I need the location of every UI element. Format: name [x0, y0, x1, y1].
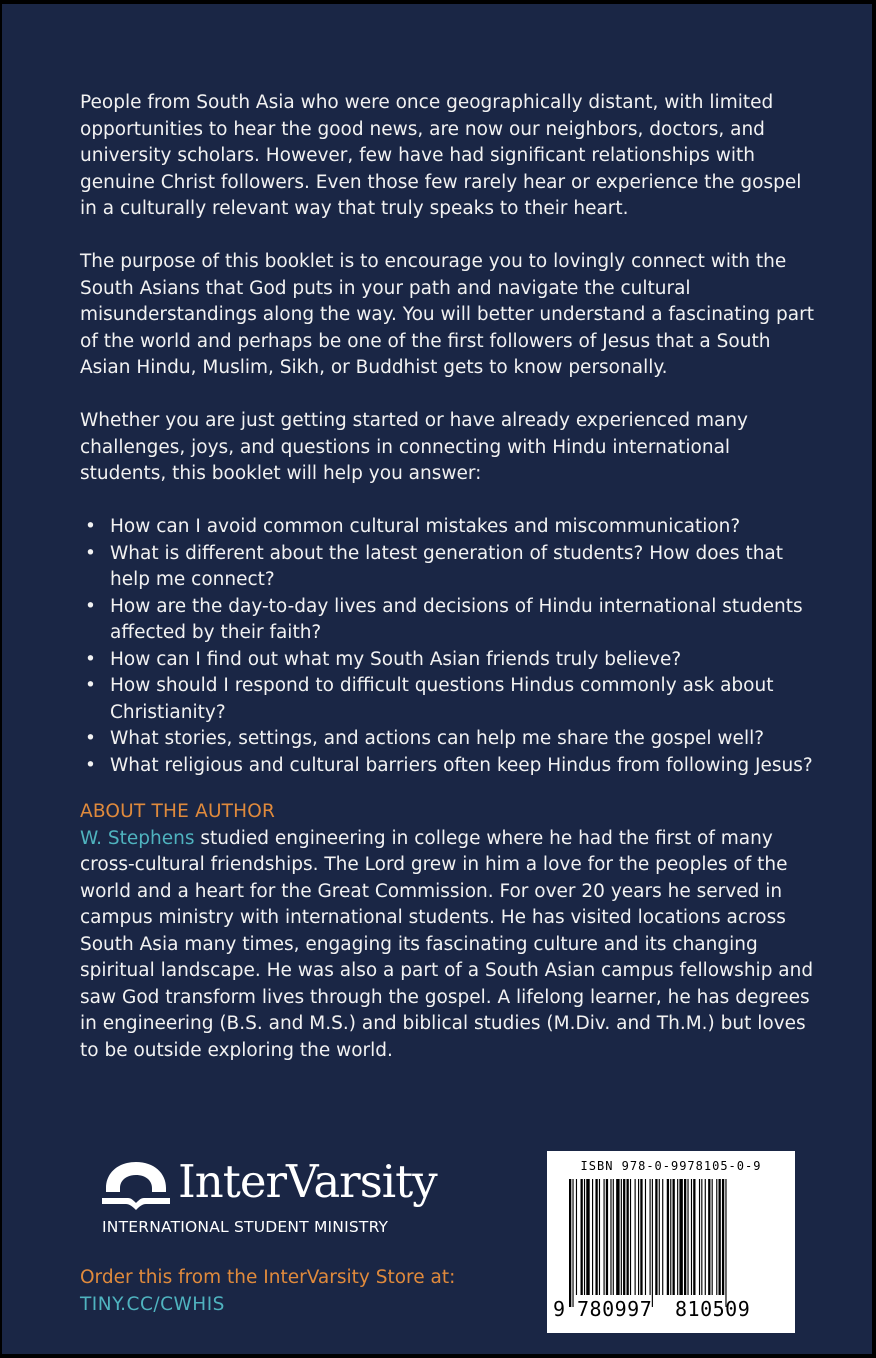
barcode-bar: [595, 1179, 597, 1295]
question-list: [80, 514, 820, 779]
list-item: [80, 514, 820, 541]
list-item: [80, 541, 820, 594]
barcode-bar: [592, 1179, 593, 1295]
barcode-bar: [679, 1179, 682, 1295]
order-url: TINY.CC/CWHIS: [80, 1294, 225, 1315]
barcode-bar: [701, 1179, 702, 1295]
barcode-bar: [716, 1179, 717, 1295]
question-text: What stories, settings, and actions can help me share the gospel well?: [110, 728, 765, 749]
barcode-digits-left: 780997: [577, 1297, 653, 1321]
list-item: [80, 753, 820, 780]
barcode-bar: [662, 1179, 663, 1295]
barcode-bar: [705, 1179, 706, 1295]
barcode-bar: [576, 1179, 577, 1295]
barcode-bar: [722, 1179, 724, 1295]
barcode-bar: [616, 1179, 619, 1295]
about-author-heading: ABOUT THE AUTHOR: [80, 801, 276, 822]
bullet-icon: •: [85, 516, 96, 537]
barcode-bars: [567, 1179, 777, 1307]
barcode-bar: [638, 1179, 639, 1295]
barcode-bar: [627, 1179, 629, 1295]
barcode-bar: [581, 1179, 583, 1295]
logo-wordmark: InterVarsity: [178, 1155, 437, 1208]
barcode-bar: [572, 1179, 573, 1307]
list-item: [80, 647, 820, 674]
barcode-bar: [673, 1179, 675, 1295]
order-text: Order this from the InterVarsity Store at:: [80, 1267, 456, 1288]
intervarsity-logo-icon: [100, 1158, 172, 1214]
barcode-bar: [699, 1179, 700, 1295]
barcode-bar: [584, 1179, 585, 1295]
bullet-icon: •: [85, 675, 96, 696]
barcode-bar: [623, 1179, 625, 1295]
barcode-bar: [725, 1179, 726, 1307]
cover-copy: [80, 90, 820, 1064]
question-text: What is different about the latest generation of students? How does that help me connect?: [110, 542, 784, 590]
barcode-bar: [569, 1179, 571, 1307]
barcode-bar: [677, 1179, 678, 1295]
list-item: [80, 726, 820, 753]
list-item: [80, 594, 820, 647]
barcode-bar: [684, 1179, 686, 1295]
bullet-icon: •: [85, 595, 96, 617]
purpose-paragraph: The purpose of this booklet is to encourage you to lovingly connect with the South Asians that God puts in your path and navigate the cultural misunderstandings along the way. You will better understand a fascinating part of the world and perhaps be one of the first followers of Jesus that a South Asian Hindu, Muslim, Sikh, or Buddhist gets to know personally.: [80, 251, 814, 378]
barcode-bar: [652, 1179, 653, 1307]
list-item: [80, 673, 820, 726]
barcode-bar: [712, 1179, 713, 1295]
barcode-bar: [635, 1179, 636, 1295]
barcode-bar: [693, 1179, 695, 1295]
barcode-bar: [719, 1179, 721, 1295]
intervarsity-logo: [100, 1155, 437, 1246]
barcode-bar: [604, 1179, 605, 1295]
question-text: How are the day-to-day lives and decisions of Hindu international students affected by their faith?: [110, 595, 803, 643]
barcode-bar: [667, 1179, 669, 1295]
barcode-bar: [640, 1179, 642, 1295]
barcode-bar: [645, 1179, 646, 1295]
barcode-bar: [650, 1179, 651, 1295]
barcode-bar: [599, 1179, 600, 1295]
barcode-bar: [630, 1179, 631, 1295]
barcode-digits-right: 810509: [675, 1297, 751, 1321]
bullet-icon: •: [85, 728, 96, 749]
bullet-icon: •: [85, 542, 96, 564]
barcode-bar: [586, 1179, 589, 1295]
barcode-bar: [670, 1179, 671, 1295]
question-text: How can I find out what my South Asian friends truly believe?: [110, 648, 682, 670]
question-text: How should I respond to difficult questions Hindus commonly ask about Christianity?: [110, 675, 774, 723]
book-back-cover: [2, 4, 872, 1354]
barcode-bar: [708, 1179, 710, 1295]
question-text: What religious and cultural barriers often keep Hindus from following Jesus?: [110, 754, 813, 776]
barcode-bar: [655, 1179, 657, 1295]
bullet-icon: •: [85, 648, 96, 670]
barcode-bar: [621, 1179, 622, 1295]
isbn-label: ISBN 978-0-9978105-0-9: [580, 1159, 762, 1173]
author-bio: [80, 826, 820, 1065]
lead-in-paragraph: Whether you are just getting started or have already experienced many challenges, joys, and questions in connecting with Hindu international students, this booklet will help you answer:: [80, 410, 749, 484]
barcode-bar: [610, 1179, 611, 1295]
barcode-bar: [687, 1179, 688, 1295]
author-bio-text: studied engineering in college where he had the first of many cross-cultural friendships. The Lord grew in him a love for the peoples of the world and a heart for the Great Commission. For over 20 years he served in campus ministry with international students. He has visited locations across South Asia many times, engaging its fascinating culture and its changing spiritual landscape. He was also a part of a South Asian campus fellowship and saw God transform lives through the gospel. A lifelong learner, he has degrees in engineering (B.S. and M.S.) and biblical studies (M.Div. and Th.M.) but loves to be outside exploring the world.: [80, 827, 814, 1061]
logo-subtitle: INTERNATIONAL STUDENT MINISTRY: [102, 1218, 389, 1236]
barcode-bar: [613, 1179, 614, 1295]
barcode-bar: [606, 1179, 608, 1295]
isbn-barcode: [547, 1151, 795, 1333]
author-name: W. Stephens: [80, 827, 195, 849]
question-text: How can I avoid common cultural mistakes and miscommunication?: [110, 516, 741, 537]
barcode-digit-first: 9: [553, 1297, 566, 1321]
bullet-icon: •: [85, 754, 96, 776]
barcode-bar: [659, 1179, 660, 1295]
intro-paragraph: People from South Asia who were once geographically distant, with limited opportunities to hear the good news, are now our neighbors, doctors, and university scholars. However, few have had significant relationships with genuine Christ followers. Even those few rarely hear or experience the gospel in a culturally relevant way that truly speaks to their heart.: [80, 92, 802, 219]
barcode-bar: [691, 1179, 692, 1295]
